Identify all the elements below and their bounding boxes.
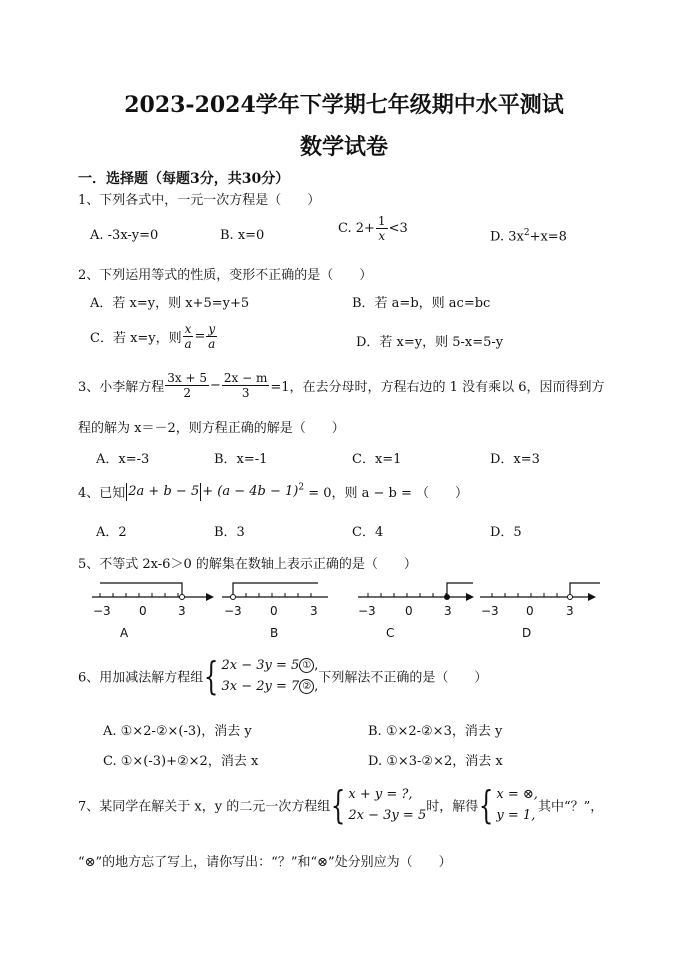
q7-stem-prefix: 7、某同学在解关于 x，y 的二元一次方程组 — [78, 799, 331, 815]
line-b-tick-right: 3 — [310, 604, 318, 618]
q2-c-eq: = — [194, 329, 206, 344]
q1-c-den: x — [378, 229, 386, 243]
q1-c-fraction — [376, 214, 388, 243]
q1-d-suffix: +x=8 — [529, 229, 567, 245]
q4-option-d: D．5 — [490, 525, 522, 540]
q1-option-c — [338, 214, 408, 243]
question-5-stem: 5、不等式 2x-6＞0 的解集在数轴上表示正确的是（ ） — [78, 557, 417, 572]
number-line-a — [92, 583, 214, 640]
q6-stem-suffix: 下列解法不正确的是（ ） — [318, 670, 488, 686]
line-b-tick-left: −3 — [224, 604, 242, 618]
q4-option-a: A．2 — [96, 525, 127, 540]
q4-abs-expr: 2a + b − 5 — [128, 484, 200, 499]
q6-option-c: C. ①×(-3)+②×2，消去 x — [103, 754, 259, 769]
q6-option-a: A. ①×2-②×(-3)，消去 y — [103, 724, 252, 739]
line-a-tick-left: −3 — [93, 604, 111, 618]
q1-option-d — [490, 228, 567, 244]
q4-option-c: C．4 — [352, 525, 384, 540]
q4-option-b: B．3 — [214, 525, 245, 540]
line-d-label: D — [522, 626, 532, 640]
q1-d-sup: 2 — [523, 228, 530, 238]
section-heading: 一．选择题（每题3分，共30分） — [78, 171, 290, 187]
number-line-c — [358, 583, 474, 640]
q6-option-b: B. ①×2-②×3，消去 y — [368, 724, 503, 739]
q6-eq2-mark: ② — [299, 679, 314, 694]
line-d-tick-left: −3 — [481, 604, 499, 618]
q2-option-a: A．若 x=y，则 x+5=y+5 — [90, 296, 250, 311]
question-7-stem — [78, 784, 603, 826]
q6-eq1-end: , — [314, 658, 319, 673]
q6-eq2-row — [221, 676, 318, 697]
q7-solution — [496, 784, 538, 826]
q3-option-b: B．x=-1 — [214, 452, 268, 467]
q2-c-left-den: a — [184, 337, 192, 351]
line-c-tick-mid: 0 — [405, 604, 413, 618]
line-c-tick-left: −3 — [358, 604, 376, 618]
q4-square: 2 — [298, 482, 305, 493]
q7-line2: “⊗”的地方忘了写上，请你写出：“？”和“⊗”处分别应为（ ） — [78, 855, 452, 870]
q3-f1-den: 2 — [183, 386, 191, 400]
q7-mid: 时，解得 — [426, 799, 479, 815]
q6-option-d: D. ①×3-②×2，消去 x — [368, 754, 503, 769]
q1-c-suffix: <3 — [388, 221, 408, 236]
q3-f2-num: 2x − m — [223, 371, 268, 385]
q7-system — [348, 784, 426, 826]
q1-c-prefix: C. 2+ — [338, 221, 375, 236]
q1-option-a: A. -3x-y=0 — [90, 228, 159, 243]
q1-option-b: B. x=0 — [220, 228, 265, 243]
q2-c-right-den: a — [208, 337, 216, 351]
q3-fraction-1 — [165, 371, 209, 400]
page-subtitle: 数学试卷 — [299, 134, 388, 160]
q3-stem-prefix: 3、小李解方程 — [78, 380, 165, 395]
q2-c-left-fraction — [183, 322, 194, 351]
line-d-tick-right: 3 — [566, 604, 574, 618]
q3-option-d: D．x=3 — [490, 452, 540, 467]
q7-sol2: y = 1, — [496, 808, 536, 823]
q6-eq1-mark: ① — [299, 658, 314, 673]
line-c-tick-right: 3 — [444, 604, 452, 618]
q6-stem-prefix: 6、用加减法解方程组 — [78, 670, 204, 686]
q1-d-prefix: D. 3x — [490, 229, 524, 245]
line-d-tick-mid: 0 — [526, 604, 534, 618]
q2-c-left-num: x — [184, 322, 192, 336]
q3-fraction-2 — [222, 371, 269, 400]
q7-sol1: x = ⊗, — [496, 787, 538, 802]
q6-eq1-row — [221, 655, 318, 676]
q3-option-c: C．x=1 — [352, 452, 402, 467]
q7-stem-suffix: 其中“？”， — [537, 799, 604, 815]
q6-eq1: 2x − 3y = 5 — [221, 658, 300, 673]
q1-c-num: 1 — [377, 214, 386, 228]
line-b-label: B — [270, 626, 279, 640]
question-4-stem — [78, 482, 468, 501]
line-b-tick-mid: 0 — [270, 604, 278, 618]
q2-c-right-fraction — [206, 322, 217, 351]
line-a-tick-right: 3 — [178, 604, 186, 618]
question-2-stem: 2、下列运用等式的性质，变形不正确的是（ ） — [78, 268, 373, 283]
q7-sys1: x + y = ?, — [348, 787, 413, 802]
q7-sys2: 2x − 3y = 5 — [348, 808, 427, 823]
number-line-d — [480, 583, 600, 640]
q4-plus-expr: + (a − 4b − 1) — [202, 484, 299, 499]
q6-system — [221, 655, 318, 697]
q3-stem-suffix: =1，在去分母时，方程右边的 1 没有乘以 6，因而得到方 — [270, 380, 605, 395]
q3-f1-num: 3x + 5 — [167, 371, 208, 385]
q2-option-d: D．若 x=y，则 5-x=5-y — [356, 335, 504, 350]
page-title: 2023-2024学年下学期七年级期中水平测试 — [124, 92, 564, 118]
q2-c-prefix: C．若 x=y，则 — [90, 331, 182, 346]
line-a-tick-mid: 0 — [139, 604, 147, 618]
q3-stem-line2: 程的解为 x＝－2，则方程正确的解是（ ） — [78, 421, 345, 436]
q7-brace-1: { — [331, 783, 346, 827]
q3-f2-den: 3 — [241, 386, 250, 400]
q2-option-c — [90, 322, 218, 351]
question-6-stem — [78, 655, 487, 697]
q6-brace: { — [204, 654, 219, 698]
line-a-label: A — [120, 626, 129, 640]
q6-eq2-end: , — [314, 679, 319, 694]
q6-eq2: 3x − 2y = 7 — [221, 679, 300, 694]
q3-minus: − — [210, 378, 221, 393]
q4-eq: = 0，则 a − b = （ ） — [304, 486, 469, 501]
line-c-label: C — [386, 626, 395, 640]
number-line-b — [222, 583, 328, 640]
q4-stem-prefix: 4、已知 — [78, 486, 126, 501]
q2-option-b: B．若 a=b，则 ac=bc — [352, 296, 491, 311]
question-1-stem: 1、下列各式中，一元一次方程是（ ） — [78, 193, 321, 208]
q3-option-a: A．x=-3 — [96, 452, 150, 467]
question-3-stem — [78, 371, 605, 400]
q2-c-right-num: y — [208, 322, 216, 336]
q5-number-lines — [88, 575, 608, 645]
q7-brace-2: { — [479, 783, 494, 827]
